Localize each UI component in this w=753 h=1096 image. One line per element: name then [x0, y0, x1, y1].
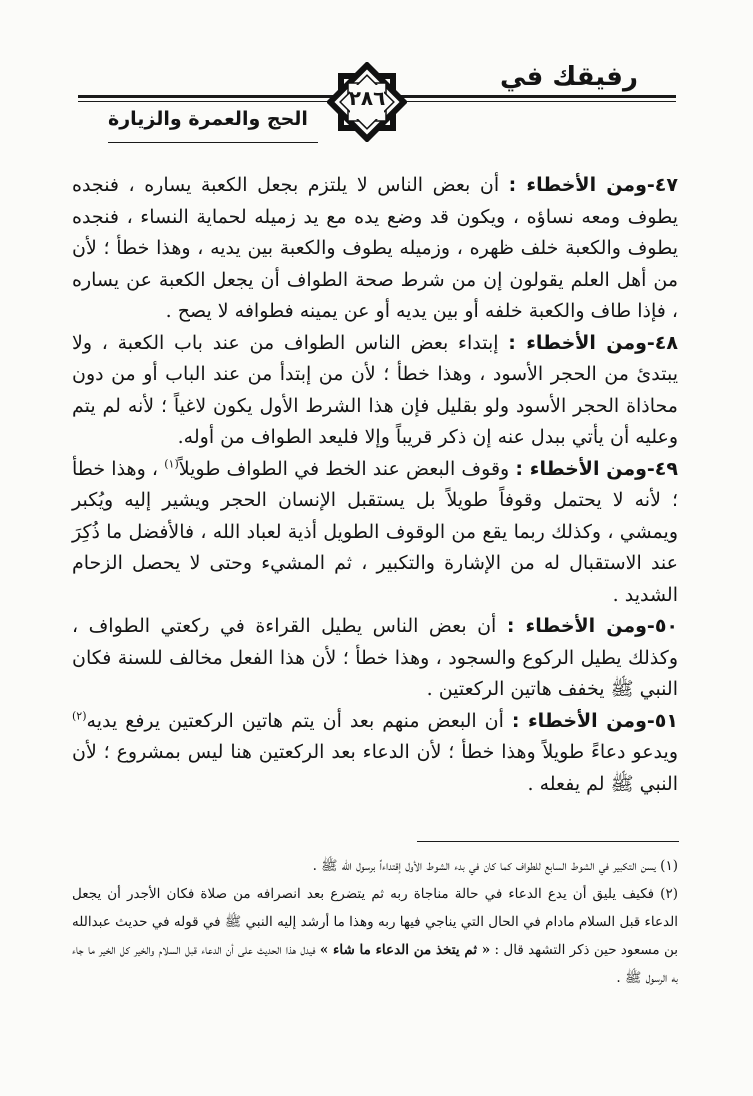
item-text: وقوف البعض عند الخط في الطواف طويلاً [178, 457, 510, 480]
footnote-marker: (١) [660, 858, 678, 874]
footnote-separator [417, 841, 679, 842]
item-label: ومن الأخطاء : [508, 174, 647, 196]
footnote-2 [72, 880, 678, 992]
error-item-50 [72, 611, 678, 706]
item-label: ومن الأخطاء : [515, 457, 647, 480]
item-number: ٥٠- [646, 615, 679, 637]
book-title: رفيقك في [500, 62, 638, 92]
item-number: ٤٧- [646, 174, 678, 196]
item-label: ومن الأخطاء : [506, 615, 647, 637]
item-label: ومن الأخطاء : [508, 331, 647, 354]
footnote-text: يسن التكبير في الشوط السابع للطواف كما كان في بدء الشوط الأول إقتداءاً برسول الله ﷺ . [312, 858, 656, 874]
hadith-quote: « ثم يتخذ من الدعاء ما شاء » [319, 942, 491, 958]
item-text-cont: ، وهذا خطأ ؛ لأنه لا يحتمل وقوفاً طويلاً بل يستقبل الإنسان الحجر ويشير إليه ويُكبر ويمشي ، وكذلك ربما يقع من الوقوف الطويل أذية لعباد الله ، فالأفضل ما ذُكِرَ عند الاستقبال له من الإشارة والتكبير ، ثم المشيء وحتى لا يحصل الزحام الشديد . [72, 457, 678, 606]
item-text: أن بعض الناس يطيل القراءة في ركعتي الطواف ، وكذلك يطيل الركوع والسجود ، وهذا خطأ ؛ لأن هذا الفعل مخالف للسنة فكان النبي ﷺ يخفف هاتين الركعتين . [72, 615, 678, 700]
error-item-47 [72, 170, 678, 328]
item-number: ٥١- [646, 709, 678, 732]
item-number: ٤٩- [646, 457, 678, 480]
item-text: أن البعض منهم بعد أن يتم هاتين الركعتين يرفع يديه [86, 709, 504, 732]
footnotes [72, 852, 678, 992]
item-text: إبتداء بعض الناس الطواف من عند باب الكعبة ، ولا يبتدئ من الحجر الأسود ، وهذا خطأ ؛ لأن من إبتدأ من عند الباب أو من دون محاذاة الحجر الأسود ولو بقليل فإن هذا الشرط الأول يكون لاغياً ؛ لأنه لم يتم وعليه أن يأتي ببدل عنه إن ذكر قريباً وإلا فليعد الطواف من أوله. [72, 331, 678, 448]
book-subtitle: الحج والعمرة والزيارة [108, 108, 308, 130]
footnote-ref[interactable]: (١) [164, 457, 179, 471]
page-header [0, 0, 753, 150]
item-label: ومن الأخطاء : [511, 709, 647, 732]
page-number: ٢٨٦ [348, 86, 386, 110]
error-item-51 [72, 706, 678, 801]
item-number: ٤٨- [646, 331, 678, 354]
main-text [72, 170, 678, 800]
footnote-marker: (٢) [660, 886, 678, 902]
footnote-1 [72, 852, 678, 880]
error-item-49 [72, 454, 678, 612]
item-text: أن بعض الناس لا يلتزم بجعل الكعبة يساره ، فنجده يطوف ومعه نساؤه ، ويكون قد وضع يده مع يد زميله لحماية النساء ، فنجده يطوف والكعبة خلف ظهره ، وزميله يطوف والكعبة بين يديه ، وهذا خطأ ؛ لأن من أهل العلم يقولون إن من شرط صحة الطواف أن يجعل الكعبة عن يساره ، فإذا طاف والكعبة خلفه أو بين يديه أو عن يمينه فطوافه لا يصح . [72, 174, 678, 322]
item-text-cont: ويدعو دعاءً طويلاً وهذا خطأ ؛ لأن الدعاء بعد الركعتين هنا ليس بمشروع ؛ لأن النبي ﷺ لم يفعله . [72, 741, 678, 795]
footnote-ref[interactable]: (٢) [72, 709, 87, 723]
footnote-text: فكيف يليق أن يدع الدعاء في حالة مناجاة ربه ثم يتضرع بعد انصرافه من صلاة فكان الأجدر أن يجعل الدعاء قبل السلام مادام في الحال التي يناجي فيها ربه وهذا ما أرشد إليه النبي ﷺ في قوله في حديث عبدالله بن مسعود حين ذكر التشهد قال : [72, 886, 678, 958]
subtitle-rule [108, 142, 318, 143]
footnote-text-cont: فيدل هذا الحديث على أن الدعاء قبل السلام والخير كل الخير ما جاء به الرسول ﷺ . [72, 942, 678, 986]
error-item-48 [72, 328, 678, 454]
